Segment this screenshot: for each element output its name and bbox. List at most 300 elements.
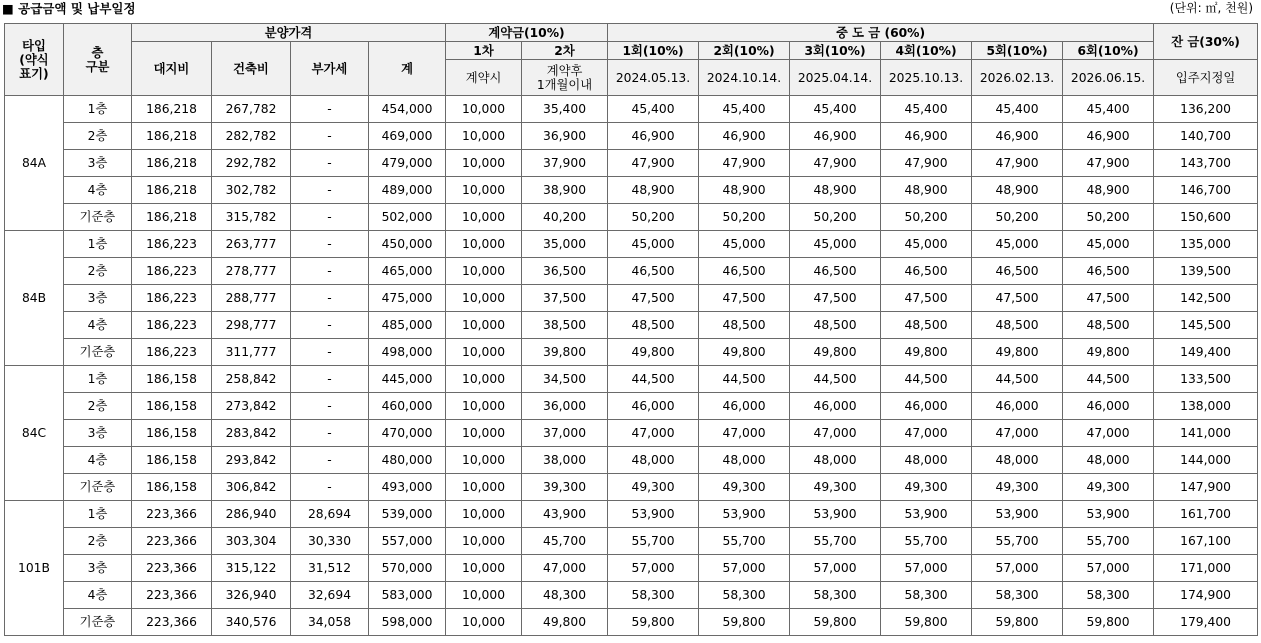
- value-cell: 469,000: [369, 123, 446, 150]
- value-cell: 32,694: [291, 582, 369, 609]
- floor-cell: 3층: [64, 150, 132, 177]
- value-cell: 48,900: [881, 177, 972, 204]
- value-cell: 57,000: [881, 555, 972, 582]
- value-cell: 46,000: [881, 393, 972, 420]
- value-cell: 10,000: [446, 366, 522, 393]
- midpayment-4-date: 2025.10.13.: [881, 60, 972, 96]
- value-cell: 45,000: [1063, 231, 1154, 258]
- value-cell: 43,900: [522, 501, 608, 528]
- midpayment-6-header: 6회(10%): [1063, 42, 1154, 60]
- table-row: [5, 96, 1258, 123]
- value-cell: 47,000: [972, 420, 1063, 447]
- value-cell: 186,223: [132, 339, 212, 366]
- value-cell: 46,000: [790, 393, 881, 420]
- table-title: ■ 공급금액 및 납부일정: [2, 1, 136, 16]
- value-cell: 50,200: [972, 204, 1063, 231]
- value-cell: 55,700: [790, 528, 881, 555]
- value-cell: 46,500: [881, 258, 972, 285]
- value-cell: 59,800: [881, 609, 972, 636]
- floor-cell: 3층: [64, 420, 132, 447]
- value-cell: 48,000: [881, 447, 972, 474]
- value-cell: 58,300: [1063, 582, 1154, 609]
- table-row: [5, 150, 1258, 177]
- value-cell: 57,000: [790, 555, 881, 582]
- value-cell: 140,700: [1154, 123, 1258, 150]
- value-cell: 49,800: [522, 609, 608, 636]
- value-cell: 186,223: [132, 231, 212, 258]
- value-cell: 47,500: [881, 285, 972, 312]
- value-cell: 223,366: [132, 582, 212, 609]
- midpayment-1-header: 1회(10%): [608, 42, 699, 60]
- value-cell: 31,512: [291, 555, 369, 582]
- value-cell: 48,900: [608, 177, 699, 204]
- floor-cell: 2층: [64, 393, 132, 420]
- value-cell: 48,900: [699, 177, 790, 204]
- value-cell: 45,400: [790, 96, 881, 123]
- value-cell: 470,000: [369, 420, 446, 447]
- value-cell: 46,900: [608, 123, 699, 150]
- value-cell: -: [291, 420, 369, 447]
- value-cell: 186,223: [132, 285, 212, 312]
- table-row: [5, 528, 1258, 555]
- value-cell: 485,000: [369, 312, 446, 339]
- table-row: [5, 285, 1258, 312]
- value-cell: 460,000: [369, 393, 446, 420]
- value-cell: 46,500: [608, 258, 699, 285]
- value-cell: 50,200: [881, 204, 972, 231]
- value-cell: 46,900: [790, 123, 881, 150]
- value-cell: 10,000: [446, 204, 522, 231]
- value-cell: 45,700: [522, 528, 608, 555]
- floor-header-line: 구분: [85, 59, 110, 74]
- land-header: 대지비: [132, 42, 212, 96]
- value-cell: 47,000: [608, 420, 699, 447]
- midpayment-4-header: 4회(10%): [881, 42, 972, 60]
- value-cell: 46,500: [699, 258, 790, 285]
- value-cell: 59,800: [608, 609, 699, 636]
- balance-when: 입주지정일: [1154, 60, 1258, 96]
- value-cell: 47,000: [522, 555, 608, 582]
- value-cell: 46,500: [1063, 258, 1154, 285]
- table-row: [5, 447, 1258, 474]
- type-cell: 84A: [5, 96, 64, 231]
- value-cell: 53,900: [972, 501, 1063, 528]
- value-cell: 315,782: [212, 204, 291, 231]
- value-cell: -: [291, 177, 369, 204]
- value-cell: 49,300: [881, 474, 972, 501]
- value-cell: 47,900: [881, 150, 972, 177]
- title-bar: [2, 0, 1259, 18]
- value-cell: 10,000: [446, 177, 522, 204]
- type-cell: 84C: [5, 366, 64, 501]
- value-cell: 47,500: [699, 285, 790, 312]
- value-cell: 48,500: [1063, 312, 1154, 339]
- midpayment-5-date: 2026.02.13.: [972, 60, 1063, 96]
- value-cell: 10,000: [446, 420, 522, 447]
- midpayment-3-header: 3회(10%): [790, 42, 881, 60]
- value-cell: 53,900: [790, 501, 881, 528]
- table-row: [5, 366, 1258, 393]
- value-cell: 45,400: [972, 96, 1063, 123]
- value-cell: 161,700: [1154, 501, 1258, 528]
- value-cell: 49,300: [608, 474, 699, 501]
- value-cell: 46,000: [972, 393, 1063, 420]
- type-header-line: 표기): [19, 66, 49, 81]
- value-cell: 167,100: [1154, 528, 1258, 555]
- floor-cell: 기준층: [64, 609, 132, 636]
- floor-cell: 1층: [64, 366, 132, 393]
- value-cell: 186,158: [132, 366, 212, 393]
- value-cell: 10,000: [446, 528, 522, 555]
- floor-cell: 기준층: [64, 339, 132, 366]
- value-cell: 49,800: [972, 339, 1063, 366]
- value-cell: 50,200: [790, 204, 881, 231]
- midpayment-6-date: 2026.06.15.: [1063, 60, 1154, 96]
- value-cell: 49,300: [699, 474, 790, 501]
- midpayment-group-header: 중 도 금 (60%): [608, 24, 1154, 42]
- value-cell: 223,366: [132, 609, 212, 636]
- value-cell: 306,842: [212, 474, 291, 501]
- value-cell: 48,000: [608, 447, 699, 474]
- value-cell: 44,500: [972, 366, 1063, 393]
- value-cell: 57,000: [1063, 555, 1154, 582]
- table-body: [5, 96, 1258, 636]
- value-cell: 48,000: [790, 447, 881, 474]
- value-cell: 539,000: [369, 501, 446, 528]
- value-cell: 37,000: [522, 420, 608, 447]
- value-cell: 171,000: [1154, 555, 1258, 582]
- value-cell: 50,200: [1063, 204, 1154, 231]
- value-cell: 48,900: [972, 177, 1063, 204]
- value-cell: 48,900: [790, 177, 881, 204]
- value-cell: 138,000: [1154, 393, 1258, 420]
- value-cell: 38,000: [522, 447, 608, 474]
- value-cell: 59,800: [972, 609, 1063, 636]
- value-cell: -: [291, 312, 369, 339]
- value-cell: 46,900: [972, 123, 1063, 150]
- table-row: [5, 555, 1258, 582]
- value-cell: 57,000: [699, 555, 790, 582]
- value-cell: -: [291, 339, 369, 366]
- value-cell: 47,900: [972, 150, 1063, 177]
- value-cell: 10,000: [446, 609, 522, 636]
- type-header: [5, 24, 64, 96]
- value-cell: 186,218: [132, 177, 212, 204]
- value-cell: 298,777: [212, 312, 291, 339]
- value-cell: -: [291, 150, 369, 177]
- value-cell: 557,000: [369, 528, 446, 555]
- deposit-2-header: 2차: [522, 42, 608, 60]
- value-cell: 39,300: [522, 474, 608, 501]
- value-cell: 48,500: [881, 312, 972, 339]
- table-header: [5, 24, 1258, 96]
- value-cell: 303,304: [212, 528, 291, 555]
- value-cell: -: [291, 393, 369, 420]
- floor-cell: 2층: [64, 528, 132, 555]
- value-cell: -: [291, 96, 369, 123]
- table-row: [5, 312, 1258, 339]
- balance-header: 잔 금(30%): [1154, 24, 1258, 60]
- value-cell: 48,500: [790, 312, 881, 339]
- value-cell: 479,000: [369, 150, 446, 177]
- value-cell: 10,000: [446, 312, 522, 339]
- value-cell: 147,900: [1154, 474, 1258, 501]
- value-cell: 10,000: [446, 474, 522, 501]
- value-cell: 46,000: [608, 393, 699, 420]
- table-row: [5, 582, 1258, 609]
- value-cell: -: [291, 285, 369, 312]
- value-cell: 10,000: [446, 339, 522, 366]
- value-cell: 38,500: [522, 312, 608, 339]
- value-cell: 223,366: [132, 528, 212, 555]
- floor-cell: 3층: [64, 555, 132, 582]
- value-cell: 286,940: [212, 501, 291, 528]
- table-row: [5, 231, 1258, 258]
- floor-cell: 4층: [64, 312, 132, 339]
- value-cell: 10,000: [446, 150, 522, 177]
- value-cell: 10,000: [446, 393, 522, 420]
- value-cell: 10,000: [446, 96, 522, 123]
- value-cell: 179,400: [1154, 609, 1258, 636]
- value-cell: 174,900: [1154, 582, 1258, 609]
- value-cell: 142,500: [1154, 285, 1258, 312]
- value-cell: 145,500: [1154, 312, 1258, 339]
- floor-cell: 기준층: [64, 204, 132, 231]
- value-cell: 53,900: [608, 501, 699, 528]
- value-cell: 40,200: [522, 204, 608, 231]
- type-header-line: 타입: [22, 38, 46, 53]
- value-cell: 47,500: [790, 285, 881, 312]
- value-cell: 493,000: [369, 474, 446, 501]
- value-cell: 445,000: [369, 366, 446, 393]
- value-cell: -: [291, 366, 369, 393]
- value-cell: 46,000: [699, 393, 790, 420]
- value-cell: 293,842: [212, 447, 291, 474]
- table-row: [5, 393, 1258, 420]
- value-cell: 49,800: [881, 339, 972, 366]
- value-cell: 49,300: [972, 474, 1063, 501]
- table-row: [5, 609, 1258, 636]
- midpayment-2-date: 2024.10.14.: [699, 60, 790, 96]
- value-cell: 50,200: [699, 204, 790, 231]
- value-cell: 47,500: [1063, 285, 1154, 312]
- value-cell: 47,900: [790, 150, 881, 177]
- value-cell: 186,158: [132, 447, 212, 474]
- floor-cell: 4층: [64, 177, 132, 204]
- value-cell: 502,000: [369, 204, 446, 231]
- unit-note: (단위: ㎡, 천원): [1169, 1, 1253, 15]
- value-cell: 273,842: [212, 393, 291, 420]
- value-cell: 10,000: [446, 501, 522, 528]
- value-cell: -: [291, 204, 369, 231]
- total-header: 계: [369, 42, 446, 96]
- value-cell: 47,000: [1063, 420, 1154, 447]
- value-cell: 150,600: [1154, 204, 1258, 231]
- value-cell: 47,900: [608, 150, 699, 177]
- floor-cell: 기준층: [64, 474, 132, 501]
- value-cell: 186,223: [132, 258, 212, 285]
- value-cell: 49,800: [790, 339, 881, 366]
- value-cell: 48,000: [1063, 447, 1154, 474]
- value-cell: 498,000: [369, 339, 446, 366]
- value-cell: 59,800: [699, 609, 790, 636]
- value-cell: -: [291, 258, 369, 285]
- value-cell: 48,300: [522, 582, 608, 609]
- value-cell: 282,782: [212, 123, 291, 150]
- table-row: [5, 420, 1258, 447]
- value-cell: 55,700: [881, 528, 972, 555]
- value-cell: 46,900: [1063, 123, 1154, 150]
- value-cell: 258,842: [212, 366, 291, 393]
- value-cell: -: [291, 123, 369, 150]
- value-cell: 288,777: [212, 285, 291, 312]
- value-cell: -: [291, 447, 369, 474]
- deposit-2-when: [522, 60, 608, 96]
- value-cell: 35,000: [522, 231, 608, 258]
- value-cell: 59,800: [790, 609, 881, 636]
- value-cell: 58,300: [608, 582, 699, 609]
- value-cell: 48,500: [699, 312, 790, 339]
- value-cell: 46,000: [1063, 393, 1154, 420]
- value-cell: 149,400: [1154, 339, 1258, 366]
- value-cell: 47,500: [972, 285, 1063, 312]
- value-cell: 583,000: [369, 582, 446, 609]
- value-cell: 10,000: [446, 258, 522, 285]
- value-cell: 263,777: [212, 231, 291, 258]
- value-cell: 55,700: [972, 528, 1063, 555]
- table-row: [5, 258, 1258, 285]
- deposit-2-when-line: 계약후: [546, 63, 583, 78]
- value-cell: 186,223: [132, 312, 212, 339]
- value-cell: 283,842: [212, 420, 291, 447]
- value-cell: 465,000: [369, 258, 446, 285]
- floor-cell: 4층: [64, 447, 132, 474]
- value-cell: 223,366: [132, 555, 212, 582]
- deposit-1-when: 계약시: [446, 60, 522, 96]
- value-cell: 36,500: [522, 258, 608, 285]
- value-cell: 57,000: [972, 555, 1063, 582]
- value-cell: 58,300: [790, 582, 881, 609]
- deposit-2-when-line: 1개월이내: [536, 77, 593, 92]
- value-cell: 10,000: [446, 123, 522, 150]
- table-row: [5, 204, 1258, 231]
- value-cell: 46,900: [699, 123, 790, 150]
- value-cell: 311,777: [212, 339, 291, 366]
- type-cell: 101B: [5, 501, 64, 636]
- value-cell: 47,900: [1063, 150, 1154, 177]
- value-cell: 55,700: [1063, 528, 1154, 555]
- value-cell: 45,400: [1063, 96, 1154, 123]
- value-cell: 49,800: [608, 339, 699, 366]
- value-cell: 146,700: [1154, 177, 1258, 204]
- value-cell: 45,400: [608, 96, 699, 123]
- value-cell: 267,782: [212, 96, 291, 123]
- value-cell: 10,000: [446, 231, 522, 258]
- value-cell: 475,000: [369, 285, 446, 312]
- midpayment-2-header: 2회(10%): [699, 42, 790, 60]
- floor-cell: 1층: [64, 231, 132, 258]
- value-cell: 45,400: [699, 96, 790, 123]
- value-cell: 37,900: [522, 150, 608, 177]
- value-cell: 278,777: [212, 258, 291, 285]
- value-cell: 144,000: [1154, 447, 1258, 474]
- value-cell: 47,000: [790, 420, 881, 447]
- value-cell: 37,500: [522, 285, 608, 312]
- value-cell: 45,000: [790, 231, 881, 258]
- deposit-1-header: 1차: [446, 42, 522, 60]
- value-cell: 10,000: [446, 285, 522, 312]
- value-cell: 49,800: [1063, 339, 1154, 366]
- value-cell: 34,500: [522, 366, 608, 393]
- deposit-group-header: 계약금(10%): [446, 24, 608, 42]
- value-cell: 48,500: [972, 312, 1063, 339]
- value-cell: 44,500: [1063, 366, 1154, 393]
- value-cell: 55,700: [608, 528, 699, 555]
- value-cell: 454,000: [369, 96, 446, 123]
- value-cell: 47,900: [699, 150, 790, 177]
- building-header: 건축비: [212, 42, 291, 96]
- floor-cell: 2층: [64, 123, 132, 150]
- value-cell: -: [291, 231, 369, 258]
- value-cell: 315,122: [212, 555, 291, 582]
- value-cell: 45,400: [881, 96, 972, 123]
- value-cell: 46,500: [972, 258, 1063, 285]
- value-cell: 44,500: [881, 366, 972, 393]
- value-cell: 292,782: [212, 150, 291, 177]
- value-cell: 58,300: [972, 582, 1063, 609]
- table-row: [5, 339, 1258, 366]
- value-cell: 59,800: [1063, 609, 1154, 636]
- value-cell: 57,000: [608, 555, 699, 582]
- value-cell: 53,900: [881, 501, 972, 528]
- type-header-line: (약식: [19, 52, 49, 67]
- value-cell: 55,700: [699, 528, 790, 555]
- price-schedule-table: [4, 23, 1258, 636]
- table-row: [5, 501, 1258, 528]
- value-cell: 48,500: [608, 312, 699, 339]
- value-cell: 136,200: [1154, 96, 1258, 123]
- value-cell: 186,158: [132, 420, 212, 447]
- value-cell: 58,300: [699, 582, 790, 609]
- table-row: [5, 177, 1258, 204]
- value-cell: 48,000: [972, 447, 1063, 474]
- value-cell: 186,218: [132, 123, 212, 150]
- value-cell: 10,000: [446, 582, 522, 609]
- midpayment-1-date: 2024.05.13.: [608, 60, 699, 96]
- value-cell: 53,900: [1063, 501, 1154, 528]
- value-cell: 223,366: [132, 501, 212, 528]
- floor-header: [64, 24, 132, 96]
- value-cell: 53,900: [699, 501, 790, 528]
- midpayment-3-date: 2025.04.14.: [790, 60, 881, 96]
- value-cell: 44,500: [790, 366, 881, 393]
- value-cell: -: [291, 474, 369, 501]
- value-cell: 58,300: [881, 582, 972, 609]
- value-cell: 36,000: [522, 393, 608, 420]
- value-cell: 49,300: [790, 474, 881, 501]
- value-cell: 302,782: [212, 177, 291, 204]
- value-cell: 10,000: [446, 447, 522, 474]
- value-cell: 139,500: [1154, 258, 1258, 285]
- floor-cell: 4층: [64, 582, 132, 609]
- value-cell: 10,000: [446, 555, 522, 582]
- midpayment-5-header: 5회(10%): [972, 42, 1063, 60]
- value-cell: 46,500: [790, 258, 881, 285]
- value-cell: 133,500: [1154, 366, 1258, 393]
- value-cell: 44,500: [608, 366, 699, 393]
- value-cell: 47,000: [699, 420, 790, 447]
- value-cell: 48,000: [699, 447, 790, 474]
